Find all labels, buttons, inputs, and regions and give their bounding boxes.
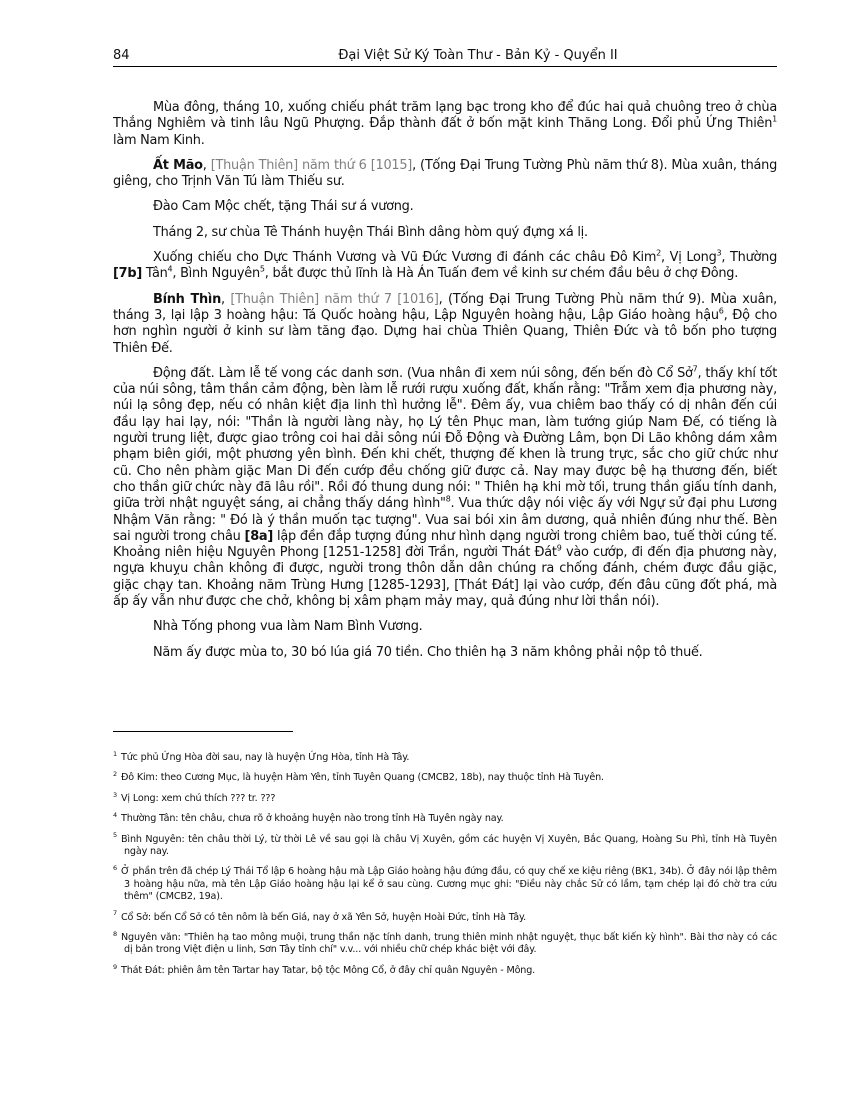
running-title: Đại Việt Sử Ký Toàn Thư - Bản Kỷ - Quyển II [338, 48, 618, 63]
footnote-ref-5[interactable]: 5 [259, 265, 265, 275]
paragraph-9: Năm ấy được mùa to, 30 bó lúa giá 70 tiền. Cho thiên hạ 3 năm không phải nộp tô thuế. [153, 644, 703, 660]
footnote-ref-3[interactable]: 3 [716, 248, 722, 258]
paragraph-7: Động đất. Làm lễ tế vong các danh sơn. (Vua nhân đi xem núi sông, đến bến đò Cổ Sở$^7$, thấy khí tốt của núi sông, tâm thần cảm động, bèn làm lễ rưới rượu xuống đất, khấn rằng: "Trẫm xem địa phương này, núi lạ sông đẹp, nếu có nhân kiệt địa linh thì hưởng lễ". Đêm ấy, vua chiêm bao thấy có dị nhân đến cúi đầu lạy hai lạy, nói: "Thần là người làng này, họ Lý tên Phục man, làm tướng giúp Nam Đế, có tiếng là người trung liệt, được giao trông coi hai dải sông núi Đỗ Động và Đường Lâm, bọn Di Lão không dám xâm phạm biên giới, một phương yên bình. Đến khi chết, thượng đế khen là trung trực, sắc cho giữ chức như cũ. Cho nên phàm giặc Man Di đến cướp đều chống giữ được cả. Nay may được bệ hạ thương đến, biết cho thần giữ chức này đã lâu rồi". Rồi đó thung dung nói: " Thiên hạ khi mờ tối, trung thần giấu tính danh, giữa trời nhật nguyệt sáng, ai chẳng thấy dáng hình"$^8$. Vua thức dậy nói việc ấy với Ngự sử đại phu Lương Nhậm Văn rằng: " Đó là ý thần muốn tạc tượng". Vua sai bói xin âm dương, quả nhiên đúng như thế. Bèn sai người trong châu [8a] lập đền đắp tượng đúng như hình dạng người trong chiêm bao, tuế thời cúng tế. Khoảng niên hiệu Nguyên Phong [1251-1258] đời Trần, người Thát Đát$^9$ vào cướp, đi đến địa phương này, ngựa khuỵu chân không đi được, người trong thôn dẫn dân chúng ra chống đánh, chém được đầu giặc, giặc chạy tan. Khoảng năm Trùng Hưng [1285-1293], [Thát Đát] lại vào cướp, đến đâu cũng đốt phá, mà ấp ấy vẫn như được che chở, không bị xâm phạm mảy may, quả đúng như lời thần nói). [113, 364, 778, 610]
footnote: $^9$ Thát Đát: phiên âm tên Tartar hay Tatar, bộ tộc Mông Cổ, ở đây chỉ quân Nguyên - Mông. [113, 962, 536, 976]
page-header [113, 46, 777, 67]
footnote: $^5$ Bình Nguyên: tên châu thời Lý, từ thời Lê về sau gọi là châu Vị Xuyên, gồm các huyện Vị Xuyên, Bắc Quang, Hoàng Su Phì, tỉnh Hà Tuyên ngày nay. [113, 831, 777, 858]
footnote: $^2$ Đô Kim: theo Cương Mục, là huyện Hàm Yên, tỉnh Tuyên Quang (CMCB2, 18b), nay thuộc tỉnh Hà Tuyên. [113, 770, 604, 784]
footnote-ref-6[interactable]: 6 [718, 306, 724, 316]
footnote: $^3$ Vị Long: xem chú thích ??? tr. ??? [113, 790, 276, 804]
paragraph-4: Tháng 2, sư chùa Tê Thánh huyện Thái Bình dâng hòm quý đựng xá lị. [153, 224, 588, 240]
footnote-divider [113, 731, 293, 732]
footnote-ref-8[interactable]: 8 [445, 494, 451, 504]
year-heading: Bính Thìn [153, 291, 222, 307]
era-label: [Thuận Thiên] năm thứ 7 [1016] [230, 291, 439, 307]
footnote: $^4$ Thường Tân: tên châu, chưa rõ ở khoảng huyện nào trong tỉnh Hà Tuyên ngày nay. [113, 811, 504, 825]
footnote-ref-7[interactable]: 7 [692, 364, 698, 374]
paragraph-1: Mùa đông, tháng 10, xuống chiếu phát trăm lạng bạc trong kho để đúc hai quả chuông treo ở chùa Thắng Nghiêm và tinh lâu Ngũ Phượng. Đắp thành đất ở bốn mặt kinh Thăng Long. Đổi phủ Ứng Thiên$^1$ làm Nam Kinh. [113, 100, 777, 148]
footnote-ref-2[interactable]: 2 [656, 248, 661, 258]
footnotes [113, 749, 777, 985]
year-heading: Ất Mão [153, 157, 203, 173]
footnote: $^6$ Ở phần trên đã chép Lý Thái Tổ lập 6 hoàng hậu mà Lập Giáo hoàng hậu đứng đầu, có quy chế xe kiệu riêng (BK1, 34b). Ở đây nói lập thêm 3 hoàng hậu nữa, mà tên Lập Giáo hoàng hậu lại kể ở sau cùng. Cương mục ghi: "Điều này chắc Sử có lầm, tạm chép lại đó chờ tra cứu thêm" (CMCB2, 19a). [113, 864, 777, 903]
page-number: 84 [113, 48, 130, 63]
paragraph-3: Đào Cam Mộc chết, tặng Thái sư á vương. [153, 199, 414, 215]
paragraph-8: Nhà Tống phong vua làm Nam Bình Vương. [153, 619, 423, 635]
main-text [113, 100, 777, 670]
footnote: $^7$ Cổ Sở: bến Cổ Sở có tên nôm là bến Giá, nay ở xã Yên Sở, huyện Hoài Đức, tỉnh Hà Tây. [113, 909, 527, 923]
folio-marker: [7b] [113, 266, 142, 282]
footnote: $^1$ Tức phủ Ứng Hòa đời sau, nay là huyện Ứng Hòa, tỉnh Hà Tây. [113, 749, 410, 763]
paragraph-2: Ất Mão, [Thuận Thiên] năm thứ 6 [1015], (Tống Đại Trung Tường Phù năm thứ 8). Mùa xuân, tháng giêng, cho Trịnh Văn Tú làm Thiếu sư. [113, 157, 777, 190]
footnote-ref-1[interactable]: 1 [772, 115, 777, 124]
paragraph-5: Xuống chiếu cho Dực Thánh Vương và Vũ Đức Vương đi đánh các châu Đô Kim$^2$, Vị Long$^3$, Thường [7b] Tân$^4$, Bình Nguyên$^5$, bắt được thủ lĩnh là Hà Án Tuấn đem về kinh sư chém đầu bêu ở chợ Đông. [113, 248, 777, 282]
folio-marker: [8a] [244, 528, 273, 544]
footnote: $^8$ Nguyên văn: "Thiên hạ tao mông muội, trung thần nặc tính danh, trung thiên minh nhật nguyệt, thục bất kiến kỳ hình". Bài thơ này có các dị bản trong Việt điện u linh, Sơn Tây tỉnh chí" v.v... với nhiều chữ chép khác biệt với đây. [113, 929, 777, 956]
paragraph-6: Bính Thìn, [Thuận Thiên] năm thứ 7 [1016], (Tống Đại Trung Tường Phù năm thứ 9). Mùa xuân, tháng 3, lại lập 3 hoàng hậu: Tá Quốc hoàng hậu, Lập Nguyên hoàng hậu, Lập Giáo hoàng hậu$^6$, Độ cho hơn nghìn người ở kinh sư làm tăng đạo. Dựng hai chùa Thiên Quang, Thiên Đức và tô bốn pho tượng Thiên Đế. [113, 291, 777, 356]
footnote-ref-4[interactable]: 4 [167, 265, 173, 275]
era-label: [Thuận Thiên] năm thứ 6 [1015] [210, 157, 413, 173]
footnote-ref-9[interactable]: 9 [556, 543, 562, 553]
